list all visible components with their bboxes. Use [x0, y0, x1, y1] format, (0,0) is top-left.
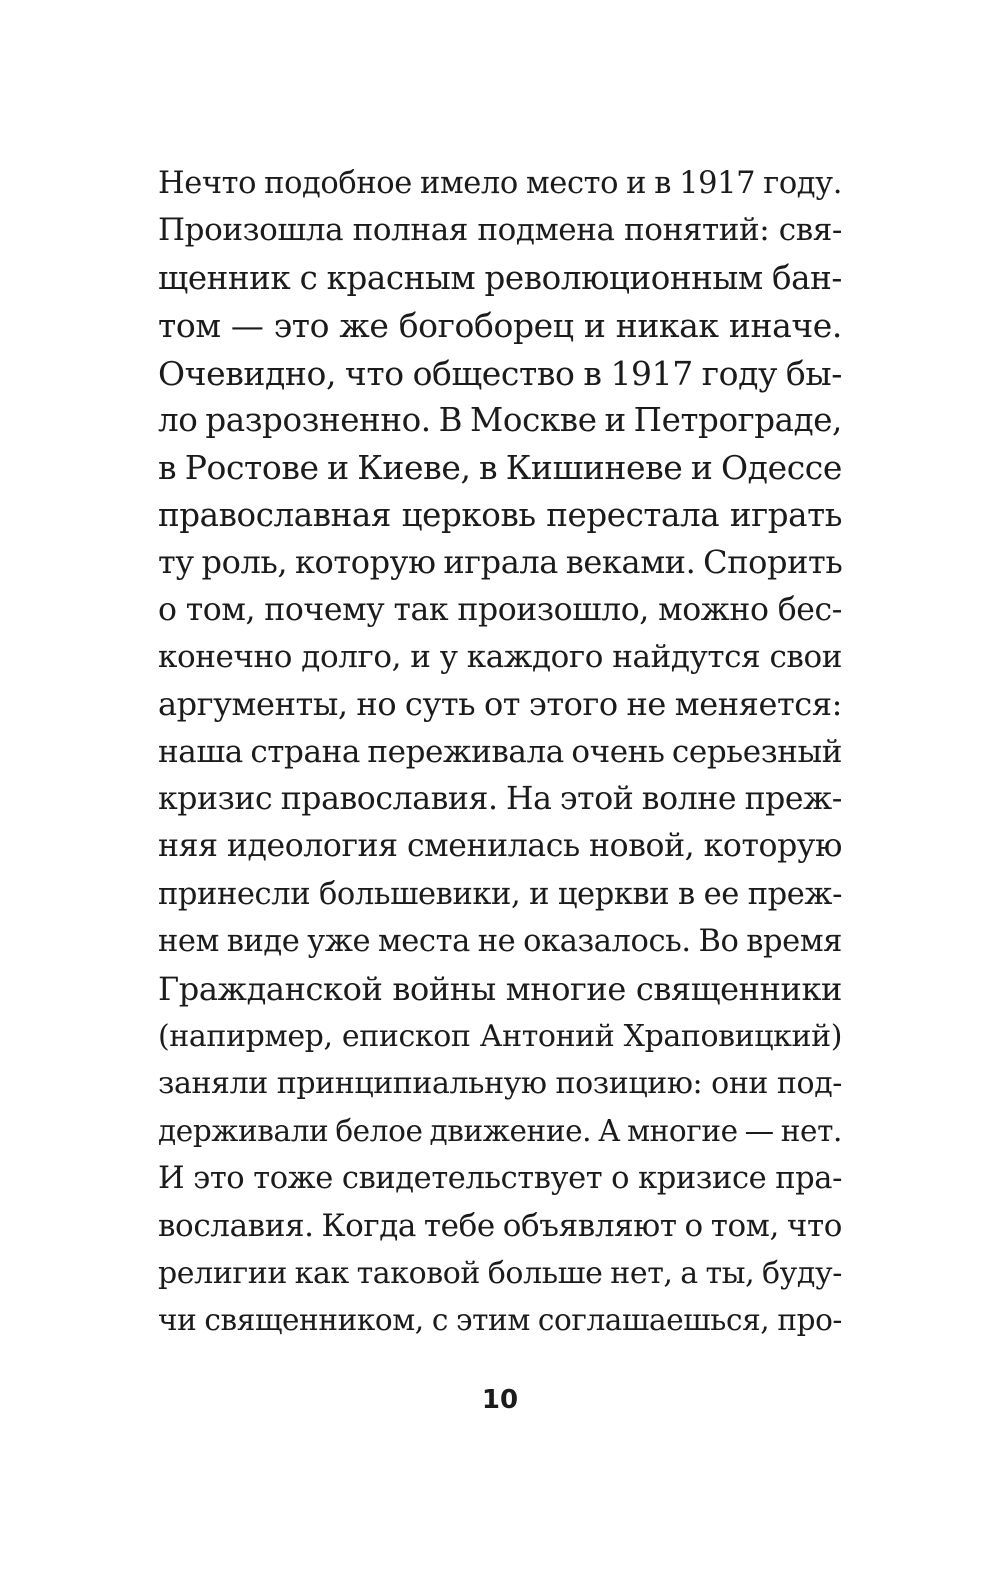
text-line: няя идеология сменилась новой, которую	[158, 828, 842, 865]
text-line: о том, почему так произошло, можно бес-	[158, 591, 842, 628]
text-line: том — это же богоборец и никак иначе.	[158, 306, 842, 346]
text-line: ту роль, которую играла веками. Спорить	[158, 543, 843, 582]
text-line: (напирмер, епископ Антоний Храповицкий)	[158, 1019, 842, 1055]
text-line: Произошла полная подмена понятий: свя-	[158, 212, 842, 249]
text-line: кризис православия. На этой волне преж-	[158, 781, 842, 818]
text-line: заняли принципиальную позицию: они под-	[158, 1066, 842, 1102]
text-line: Очевидно, что общество в 1917 году бы-	[158, 353, 842, 393]
text-line: принесли большевики, и церкви в ее преж-	[158, 876, 842, 912]
text-line: православная церковь перестала играть	[158, 495, 842, 534]
text-line: щенник с красным революционным бан-	[158, 258, 842, 297]
text-line: Гражданской войны многие священники	[158, 969, 842, 1008]
text-line: религии как таковой больше нет, а ты, буду-	[158, 1255, 842, 1291]
body-text	[158, 160, 842, 1345]
text-line: вославия. Когда тебе объявляют о том, что	[158, 1207, 842, 1244]
text-line: И это тоже свидетельствует о кризисе пра-	[158, 1161, 842, 1197]
text-line: аргументы, но суть от этого не меняется:	[158, 685, 842, 724]
text-line: конечно долго, и у каждого найдутся свои	[158, 638, 842, 675]
text-line: держивали белое движение. А многие — нет.	[158, 1113, 842, 1148]
text-line: чи священником, с этим соглашаешься, про-	[158, 1303, 842, 1338]
text-line: наша страна переживала очень серьезный	[158, 733, 842, 770]
page-number: 10	[481, 1385, 519, 1415]
text-line: в Ростове и Киеве, в Кишиневе и Одессе	[158, 448, 842, 488]
text-line: нем виде уже места не оказалось. Во время	[158, 924, 842, 960]
text-line: Нечто подобное имело место и в 1917 году.	[158, 166, 842, 201]
text-line: ло разрозненно. В Москве и Петрограде,	[158, 400, 842, 439]
